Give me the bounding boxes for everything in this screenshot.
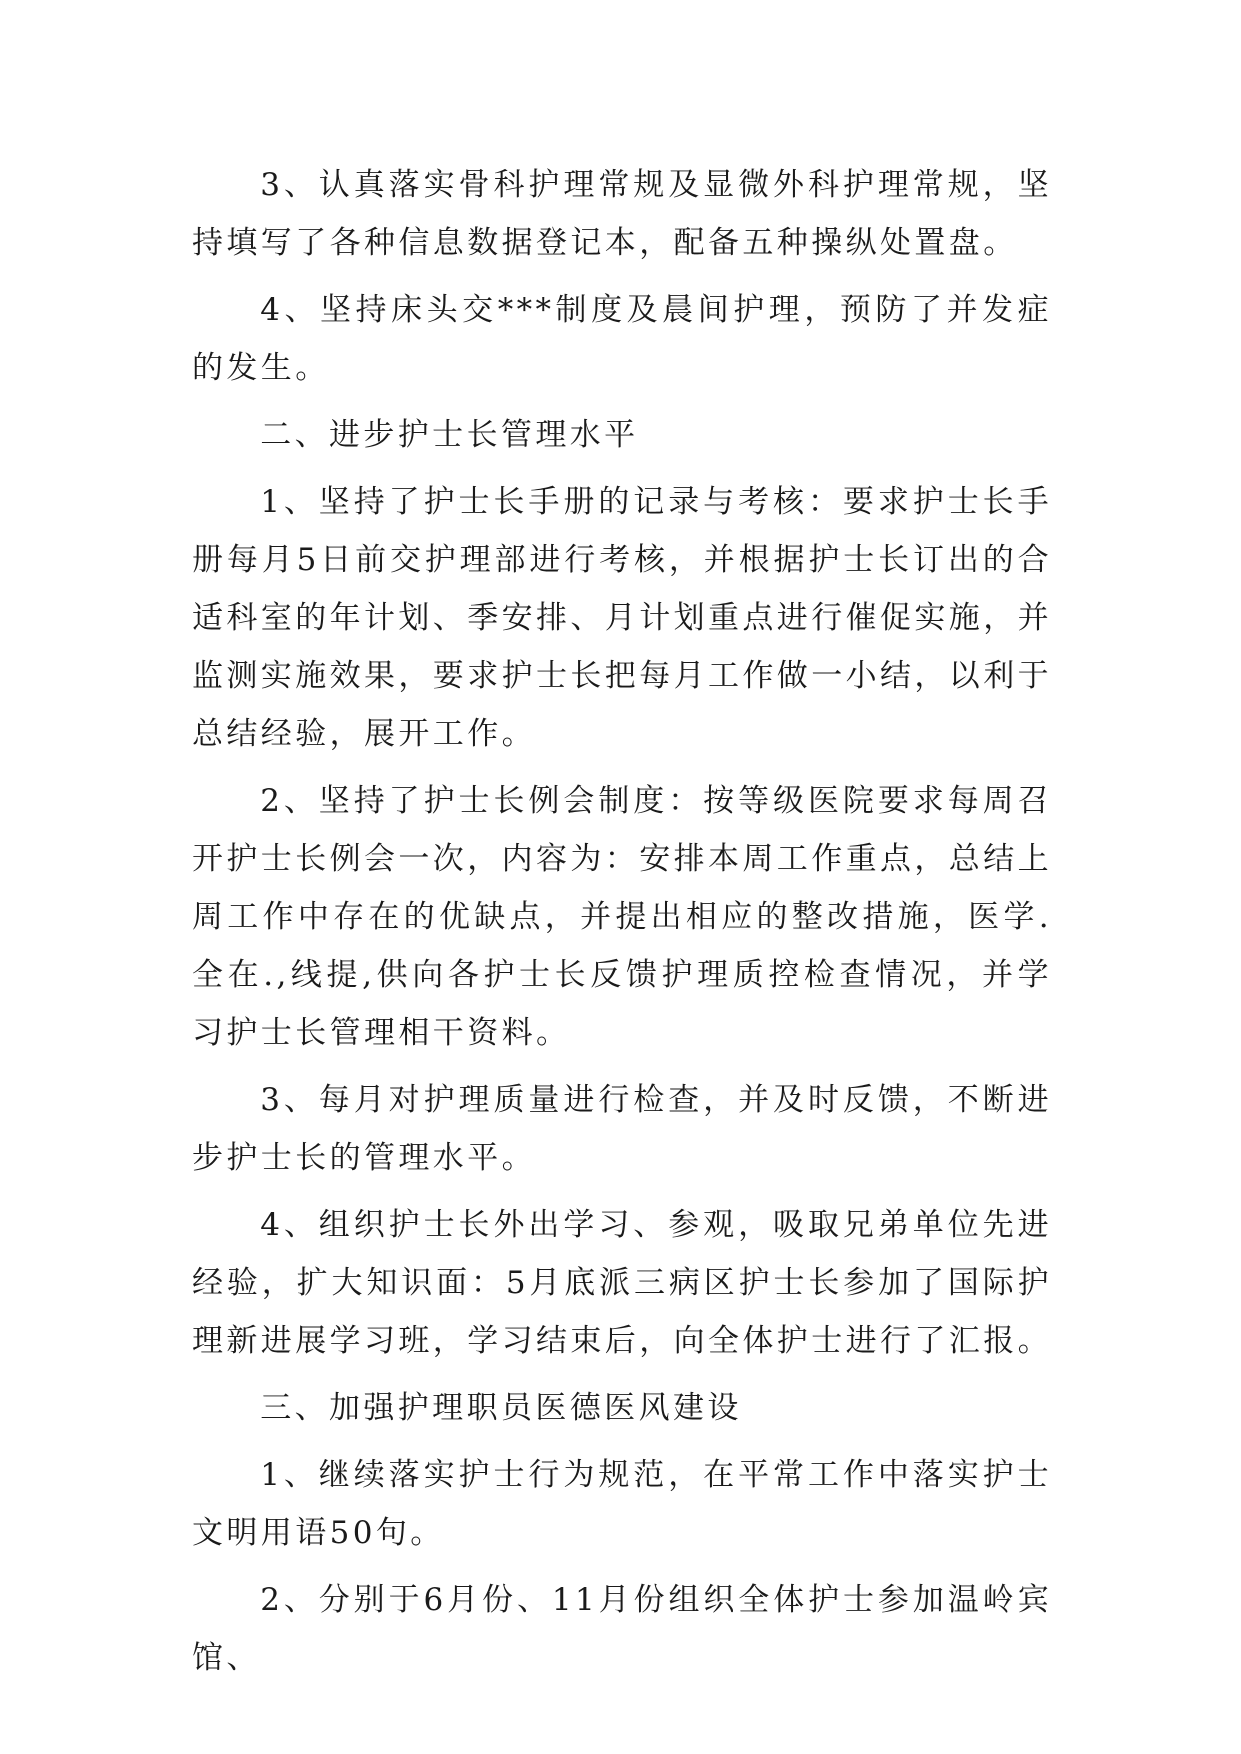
paragraph-item-3-quality-check: 3、每月对护理质量进行检查，并及时反馈，不断进步护士长的管理水平。 [192,1082,1052,1176]
paragraph-item-1-behavior-norms: 1、继续落实护士行为规范，在平常工作中落实护士文明用语50句。 [192,1457,1052,1551]
document-body [192,156,1052,1696]
paragraph-item-4-external-study: 4、组织护士长外出学习、参观，吸取兄弟单位先进经验，扩大知识面：5月底派三病区护士长参加了国际护理新进展学习班，学习结束后，向全体护士进行了汇报。 [192,1207,1052,1359]
paragraph-item-2-training: 2、分别于6月份、11月份组织全体护士参加温岭宾馆、 [192,1582,1052,1676]
paragraph-item-2-head-nurse-meeting: 2、坚持了护士长例会制度：按等级医院要求每周召开护士长例会一次，内容为：安排本周工作重点，总结上周工作中存在的优缺点，并提出相应的整改措施，医学.全在.,线提,供向各护士长反馈护理质控检查情况，并学习护士长管理相干资料。 [192,783,1052,1051]
paragraph-item-4-bedside-handover: 4、坚持床头交***制度及晨间护理，预防了并发症的发生。 [192,292,1052,386]
section-heading-3: 三、加强护理职员医德医风建设 [260,1390,742,1426]
section-heading-2: 二、进步护士长管理水平 [260,417,639,453]
paragraph-item-1-head-nurse-manual: 1、坚持了护士长手册的记录与考核：要求护士长手册每月5日前交护理部进行考核，并根据护士长订出的合适科室的年计划、季安排、月计划重点进行催促实施，并监测实施效果，要求护士长把每月工作做一小结，以利于总结经验，展开工作。 [192,484,1052,752]
paragraph-item-3-bone-care: 3、认真落实骨科护理常规及显微外科护理常规，坚持填写了各种信息数据登记本，配备五种操纵处置盘。 [192,167,1052,261]
